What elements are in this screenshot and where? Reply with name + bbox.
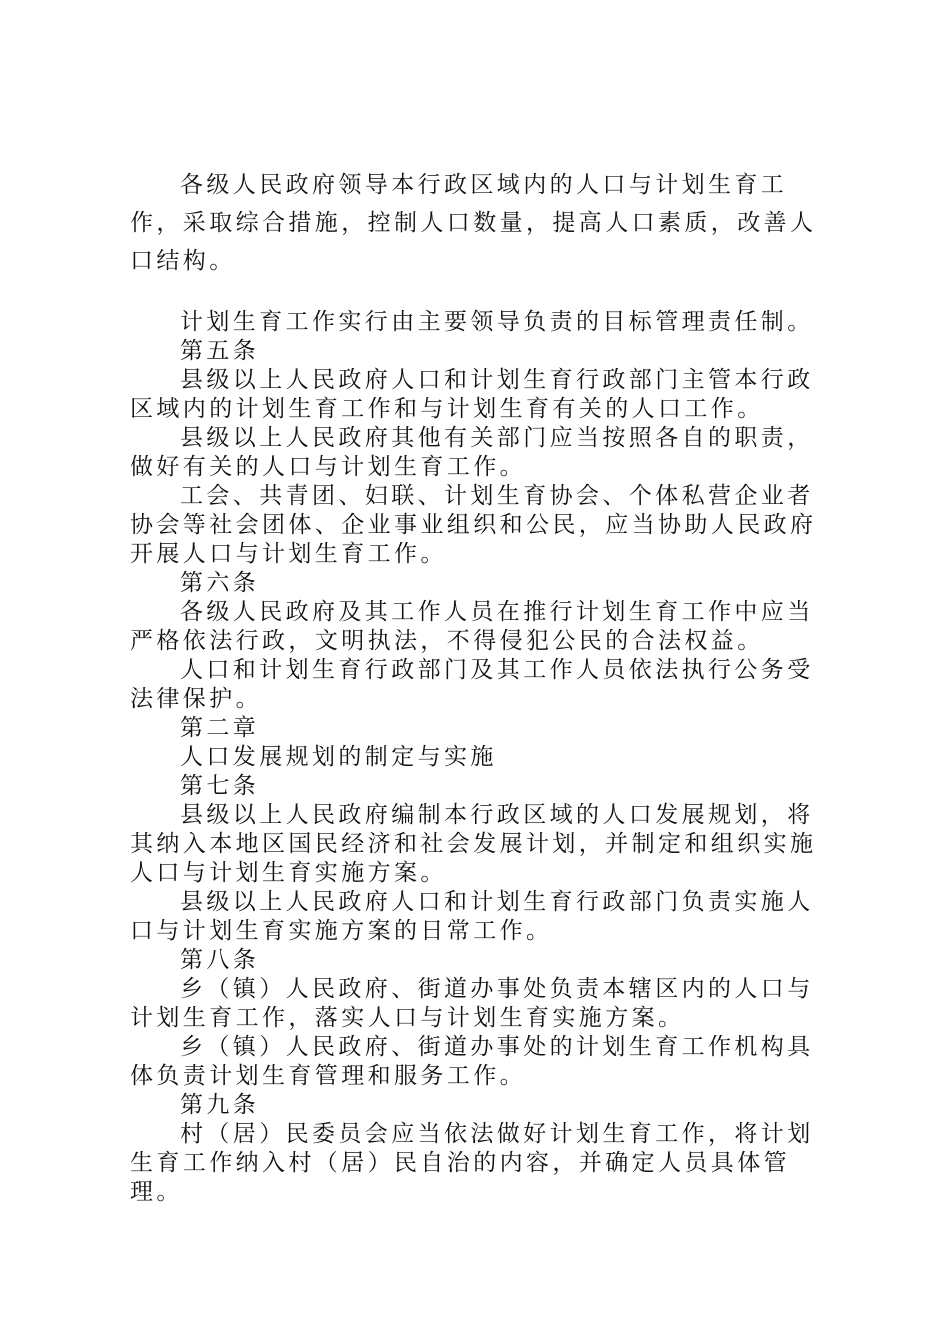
chapter-heading-2: 第二章 [180, 715, 260, 741]
paragraph-2: 计划生育工作实行由主要领导负责的目标管理责任制。 [180, 309, 814, 335]
article-heading-8: 第八条 [180, 947, 260, 973]
document-body [130, 166, 830, 1207]
paragraph-7: 人口和计划生育行政部门及其工作人员依法执行公务受法律保护。 [130, 657, 814, 712]
paragraph-6: 各级人民政府及其工作人员在推行计划生育工作中应当严格依法行政，文明执法，不得侵犯公民的合法权益。 [130, 599, 814, 654]
paragraph-5: 工会、共青团、妇联、计划生育协会、个体私营企业者协会等社会团体、企业事业组织和公民，应当协助人民政府开展人口与计划生育工作。 [130, 483, 817, 567]
paragraph-1: 各级人民政府领导本行政区域内的人口与计划生育工作，采取综合措施，控制人口数量，提高人口素质，改善人口结构。 [130, 172, 817, 274]
paragraph-4: 县级以上人民政府其他有关部门应当按照各自的职责，做好有关的人口与计划生育工作。 [130, 425, 814, 480]
article-heading-6: 第六条 [180, 570, 260, 596]
paragraph-9: 县级以上人民政府人口和计划生育行政部门负责实施人口与计划生育实施方案的日常工作。 [130, 889, 814, 944]
article-heading-9: 第九条 [180, 1092, 260, 1118]
article-heading-5: 第五条 [180, 338, 260, 364]
paragraph-10: 乡（镇）人民政府、街道办事处负责本辖区内的人口与计划生育工作，落实人口与计划生育实施方案。 [130, 976, 814, 1031]
chapter-title: 人口发展规划的制定与实施 [180, 744, 497, 770]
paragraph-8: 县级以上人民政府编制本行政区域的人口发展规划，将其纳入本地区国民经济和社会发展计划，并制定和组织实施人口与计划生育实施方案。 [130, 802, 817, 886]
paragraph-3: 县级以上人民政府人口和计划生育行政部门主管本行政区域内的计划生育工作和与计划生育有关的人口工作。 [130, 367, 814, 422]
paragraph-gap [130, 280, 830, 308]
paragraph-12: 村（居）民委员会应当依法做好计划生育工作，将计划生育工作纳入村（居）民自治的内容，并确定人员具体管理。 [130, 1121, 814, 1205]
article-heading-7: 第七条 [180, 773, 260, 799]
paragraph-11: 乡（镇）人民政府、街道办事处的计划生育工作机构具体负责计划生育管理和服务工作。 [130, 1034, 814, 1089]
